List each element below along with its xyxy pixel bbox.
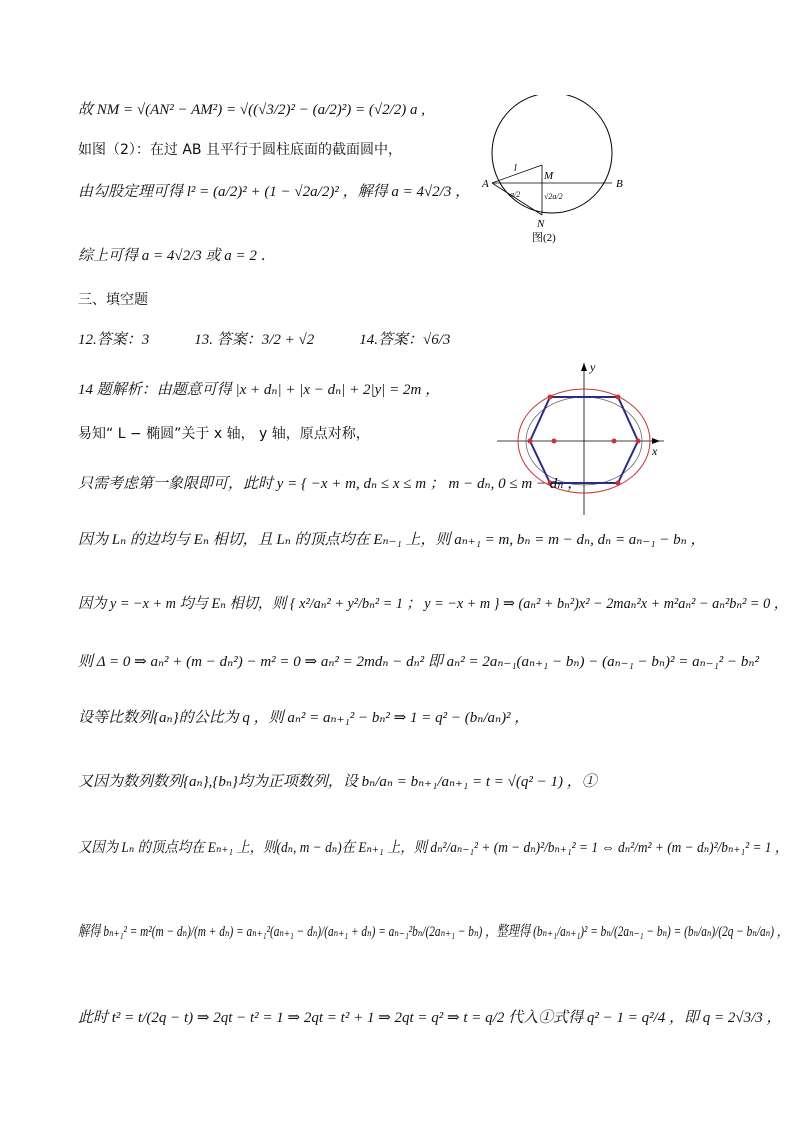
line-14: 又因为数列数列{aₙ},{bₙ}均为正项数列，设 bₙ/aₙ = bₙ₊₁/aₙ₊₁ = t = √(q² − 1) ，① bbox=[78, 774, 597, 790]
label-l: l bbox=[514, 163, 517, 174]
vertex-point bbox=[636, 439, 641, 444]
line-an bbox=[492, 183, 542, 215]
label-radius-part: √2a/2 bbox=[544, 192, 563, 201]
vertex-point bbox=[616, 481, 621, 486]
line-7: 14 题解析：由题意可得 |x + dₙ| + |x − dₙ| + 2|y| = 2m ， bbox=[78, 382, 441, 398]
focus-point bbox=[612, 439, 617, 444]
line-l bbox=[492, 165, 542, 183]
vertex-point bbox=[528, 439, 533, 444]
vertex-point bbox=[616, 395, 621, 400]
x-label: x bbox=[652, 444, 658, 458]
focus-point bbox=[552, 439, 557, 444]
line-16: 解得 bₙ₊₁² = m²(m − dₙ)/(m + dₙ) = aₙ₊₁²(aₙ₊₁ − dₙ)/(aₙ₊₁ + dₙ) = aₙ₋₁²bₙ/(2aₙ₊₁ − bₙ) ，整理得 (bₙ₊₁/aₙ₊₁)² = bₙ/(2aₙ₋₁ − bₙ) = (bₙ/aₙ)/(2q − bₙ/aₙ) ， bbox=[78, 924, 789, 940]
label-n: N bbox=[537, 218, 545, 230]
y-arrow bbox=[581, 363, 587, 371]
label-b: B bbox=[616, 178, 623, 190]
line-1: 故 NM = √(AN² − AM²) = √((√3/2)² − (a/2)²) = (√2/2) a , bbox=[78, 102, 426, 118]
line-12: 则 Δ = 0 ⇒ aₙ² + (m − dₙ²) − m² = 0 ⇒ aₙ² = 2mdₙ − dₙ² 即 aₙ² = 2aₙ₋₁(aₙ₊₁ − bₙ) − (aₙ₋₁ − bₙ)² = aₙ₋₁² − bₙ² bbox=[78, 654, 760, 670]
line-4: 综上可得 a = 4√2/3 或 a = 2 ． bbox=[78, 248, 276, 264]
label-a: A bbox=[482, 178, 489, 190]
line-3: 由勾股定理可得 l² = (a/2)² + (1 − √2a/2)² ，解得 a = 4√2/3 ， bbox=[78, 184, 471, 200]
answers-line: 12.答案：3 13. 答案：3/2 + √2 14.答案：√6/3 bbox=[78, 332, 451, 348]
y-label: y bbox=[590, 360, 596, 374]
line-11: 因为 y = −x + m 均与 Eₙ 相切，则 { x²/aₙ² + y²/bₙ² = 1 ； y = −x + m } ⇒ (aₙ² + bₙ²)x² − 2maₙ²x + m²aₙ² − aₙ²bₙ² = 0 ， bbox=[78, 596, 788, 612]
vertex-point bbox=[548, 395, 553, 400]
circle-section-svg bbox=[480, 95, 630, 245]
figure-circle-section bbox=[480, 95, 630, 245]
label-a-half: a/2 bbox=[510, 190, 521, 199]
line-15: 又因为 Lₙ 的顶点均在 Eₙ₊₁ 上，则(dₙ, m − dₙ)在 Eₙ₊₁ 上，则 dₙ²/aₙ₋₁² + (m − dₙ)²/bₙ₊₁² = 1 ⇔ dₙ²/m² + (m − dₙ)²/bₙ₊₁² = 1 ， bbox=[78, 840, 789, 856]
line-13: 设等比数列{aₙ}的公比为 q ，则 aₙ² = aₙ₊₁² − bₙ² ⇒ 1 = q² − (bₙ/aₙ)² ， bbox=[78, 710, 530, 726]
line-10: 因为 Lₙ 的边均与 Eₙ 相切，且 Lₙ 的顶点均在 Eₙ₋₁ 上，则 aₙ₊₁ = m, bₙ = m − dₙ, dₙ = aₙ₋₁ − bₙ ， bbox=[78, 532, 706, 548]
line-17: 此时 t² = t/(2q − t) ⇒ 2qt − t² = 1 ⇒ 2qt = t² + 1 ⇒ 2qt = q² ⇒ t = q/2 代入①式得 q² − 1 = q²/4 ，即 q = 2√3/3 ， bbox=[78, 1010, 782, 1026]
label-m: M bbox=[544, 170, 554, 182]
section-heading: 三、填空题 bbox=[78, 292, 148, 308]
line-8: 易知“ L − 椭圆”关于 x 轴， y 轴，原点对称， bbox=[78, 426, 370, 442]
line-2: 如图（2）：在过 AB 且平行于圆柱底面的截面圆中， bbox=[78, 142, 402, 158]
line-9: 只需考虑第一象限即可，此时 y = { −x + m, dₙ ≤ x ≤ m ； m − dₙ, 0 ≤ m − dₙ ， bbox=[78, 476, 583, 492]
figure-caption: 图(2) bbox=[532, 232, 556, 244]
